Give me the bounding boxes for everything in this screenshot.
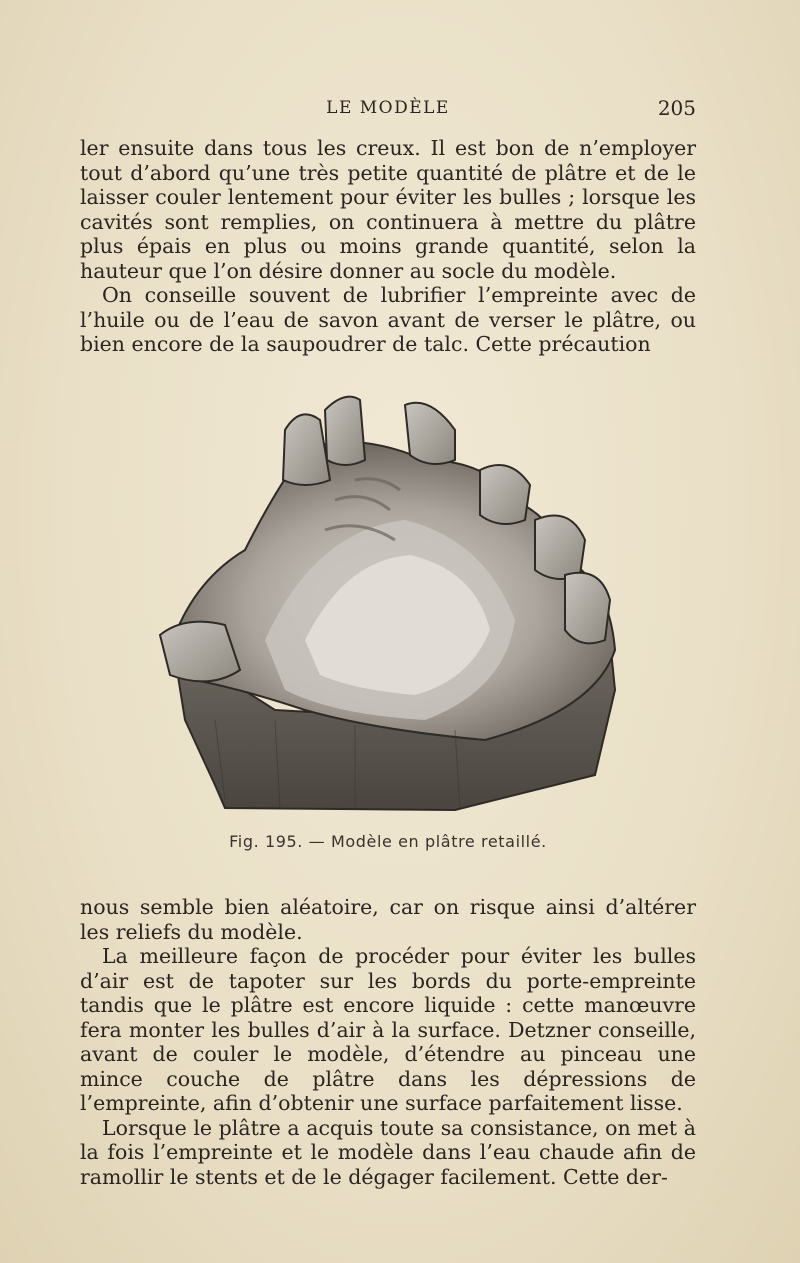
plaster-model-figure [155, 390, 625, 820]
running-head: LE MODÈLE [326, 98, 450, 118]
paragraph: nous semble bien aléatoire, car on risque ainsi d’altérer les reliefs du modèle. [80, 895, 696, 944]
paragraph: La meilleure façon de procéder pour éviter les bulles d’air est de tapoter sur les bords du porte-empreinte tandis que le plâtre est encore liquide : cette manœuvre fera monter les bulles d’air à la surface. Detzner conseille, avant de couler le modèle, d’étendre au pinceau une mince couche de plâtre dans les dépressions de l’empreinte, afin d’obtenir une surface parfaitement lisse. [80, 944, 696, 1115]
figure-caption: Fig. 195. — Modèle en plâtre retaillé. [229, 832, 547, 851]
paragraph: ler ensuite dans tous les creux. Il est bon de n’employer tout d’abord qu’une très petite quantité de plâtre et de le laisser couler lentement pour éviter les bulles ; lorsque les cavités sont remplies, on continuera à mettre du plâtre plus épais en plus ou moins grande quantité, selon la hauteur que l’on désire donner au socle du modèle. [80, 136, 696, 283]
page-header [80, 96, 696, 124]
text-block-bottom [80, 895, 696, 1189]
plaster-model-illustration [155, 390, 625, 820]
page-number: 205 [657, 96, 696, 120]
paragraph: Lorsque le plâtre a acquis toute sa consistance, on met à la fois l’empreinte et le modèle dans l’eau chaude afin de ramollir le stents et de le dégager facilement. Cette der- [80, 1115, 696, 1189]
text-block-top [80, 136, 696, 357]
paragraph: On conseille souvent de lubrifier l’empreinte avec de l’huile ou de l’eau de savon avant de verser le plâtre, ou bien encore de la saupoudrer de talc. Cette précaution [80, 283, 696, 356]
